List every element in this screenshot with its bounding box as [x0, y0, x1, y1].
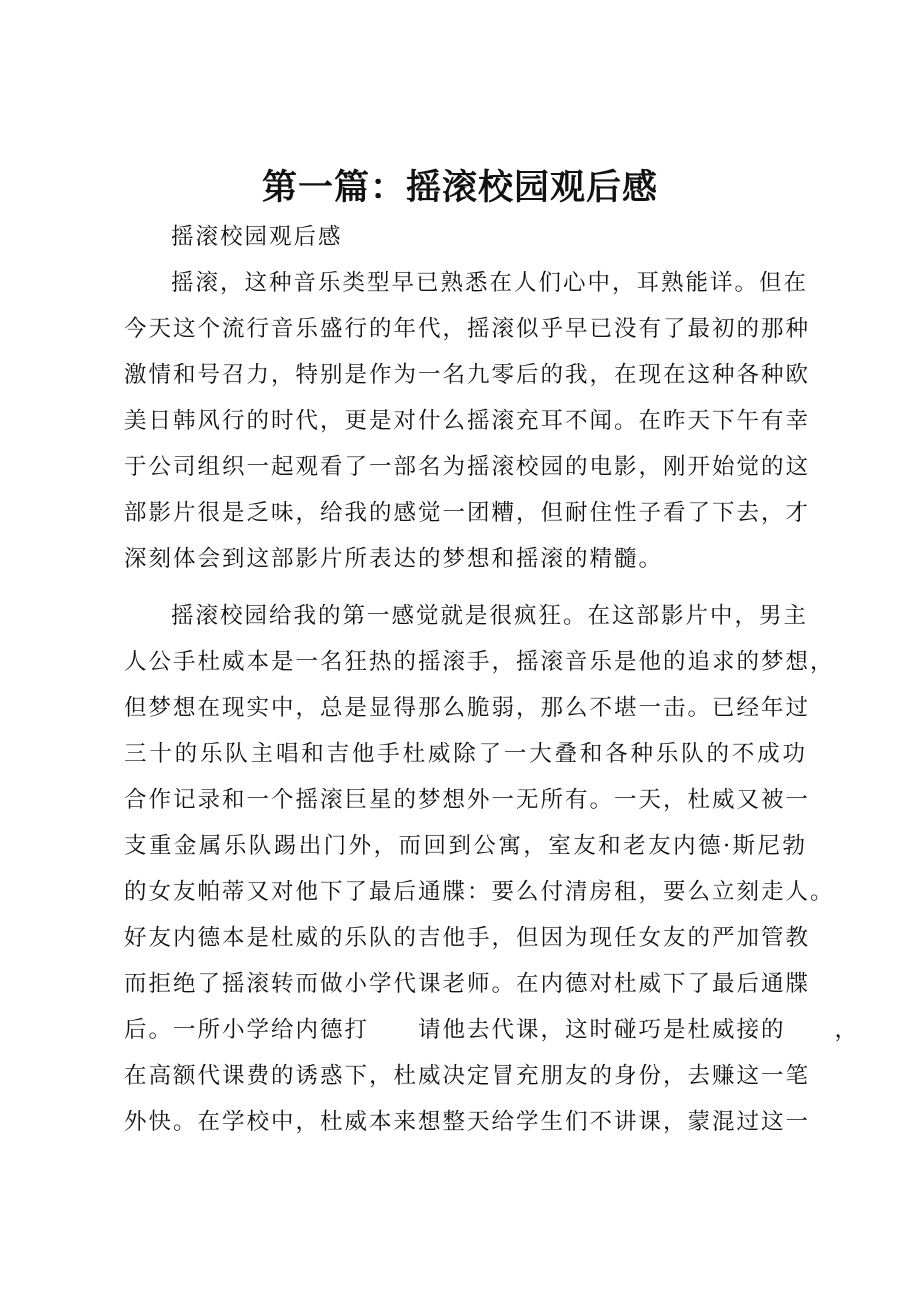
paragraph-line: 美日韩风行的时代，更是对什么摇滚充耳不闻。在昨天下午有幸	[124, 408, 811, 434]
paragraph-line: 今天这个流行音乐盛行的年代，摇滚似乎早已没有了最初的那种	[124, 316, 811, 342]
paragraph-line: 好友内德本是杜威的乐队的吉他手，但因为现任女友的严加管教	[124, 925, 811, 951]
paragraph-line: 的女友帕蒂又对他下了最后通牒：要么付清房租，要么立刻走人。	[124, 879, 835, 905]
paragraph-line: 合作记录和一个摇滚巨星的梦想外一无所有。一天，杜威又被一	[124, 787, 811, 813]
paragraph-line: 支重金属乐队踢出门外，而回到公寓，室友和老友内德·斯尼勃	[124, 833, 807, 859]
paragraph-line: 后。一所小学给内德打 请他去代课，这时碰巧是杜威接的 ，	[124, 1017, 860, 1043]
paragraph-line: 在高额代课费的诱惑下，杜威决定冒充朋友的身份，去赚这一笔	[124, 1063, 811, 1089]
paragraph-line: 外快。在学校中，杜威本来想整天给学生们不讲课，蒙混过这一	[124, 1109, 811, 1135]
paragraph-line: 激情和号召力，特别是作为一名九零后的我，在现在这种各种欧	[124, 362, 811, 388]
document-body	[124, 214, 860, 1145]
paragraph-line: 深刻体会到这部影片所表达的梦想和摇滚的精髓。	[124, 546, 664, 572]
paragraph-line: 摇滚校园给我的第一感觉就是很疯狂。在这部影片中，男主	[171, 603, 809, 629]
paragraph-2	[124, 593, 860, 1145]
paragraph-line: 部影片很是乏味，给我的感觉一团糟，但耐住性子看了下去，才	[124, 500, 811, 526]
paragraph-line: 但梦想在现实中，总是显得那么脆弱，那么不堪一击。已经年过	[124, 695, 811, 721]
paragraph-line: 三十的乐队主唱和吉他手杜威除了一大叠和各种乐队的不成功	[124, 741, 807, 767]
paragraph-line: 而拒绝了摇滚转而做小学代课老师。在内德对杜威下了最后通牒	[124, 971, 811, 997]
paragraph-line: 摇滚，这种音乐类型早已熟悉在人们心中，耳熟能详。但在	[171, 270, 809, 296]
paragraph-line: 于公司组织一起观看了一部名为摇滚校园的电影，刚开始觉的这	[124, 454, 811, 480]
document-subtitle: 摇滚校园观后感	[171, 224, 343, 250]
paragraph-spacer	[124, 582, 807, 593]
paragraph-1	[124, 260, 811, 582]
document-title: 第一篇：摇滚校园观后感	[261, 167, 658, 208]
paragraph-line: 人公手杜威本是一名狂热的摇滚手，摇滚音乐是他的追求的梦想，	[124, 649, 835, 675]
